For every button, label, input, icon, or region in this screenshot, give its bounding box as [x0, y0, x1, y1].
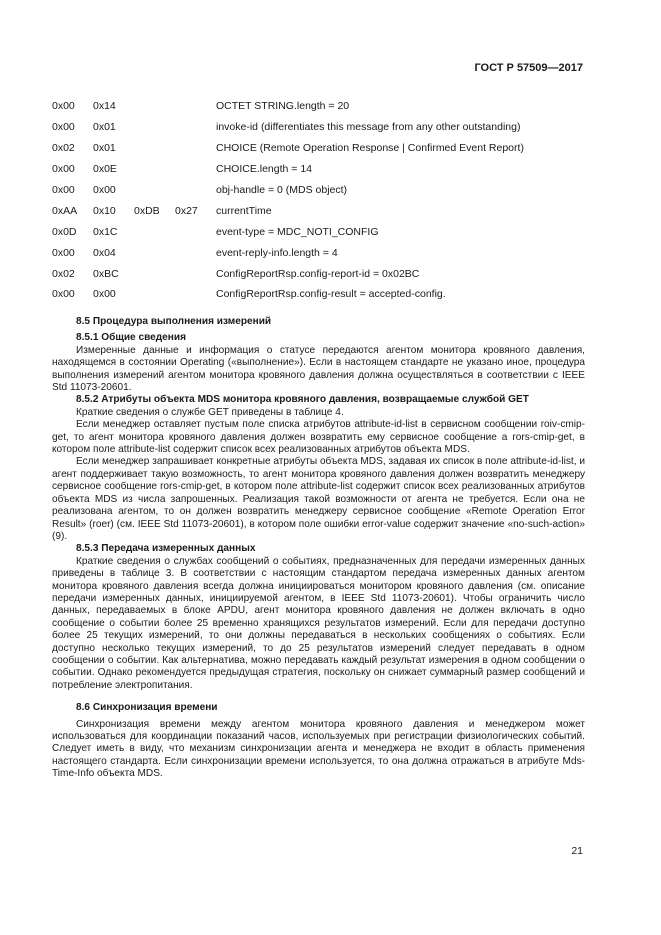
octet-cell — [175, 221, 216, 242]
code-table-row — [52, 284, 572, 305]
code-table-row — [52, 96, 572, 117]
field-description: ConfigReportRsp.config-result = accepted-config. — [216, 288, 446, 301]
octet-cell — [134, 242, 175, 263]
code-table-row — [52, 242, 572, 263]
code-table-row — [52, 117, 572, 138]
octet-cell: 0x00 — [52, 163, 75, 176]
octet-cell — [134, 159, 175, 180]
octet-cell: 0xAA — [52, 204, 78, 217]
section-8-6-paragraph: Синхронизация времени между агентом монитора кровяного давления и менеджером может использоваться для координации показаний часов, используемых при регистрации физиологических событий. Следует иметь в виду, что механизм синхронизации агента и менеджера не входит в область применения настоящего стандарта. Если синхронизации времени используется, то она должна отражаться в атрибуте Mds-Time-Info объекта MDS. — [52, 718, 585, 780]
octet-cell — [175, 284, 216, 305]
code-table-row — [52, 200, 572, 221]
octet-cell: 0x10 — [93, 204, 116, 217]
octet-cell — [134, 263, 175, 284]
octet-cell: 0x14 — [93, 100, 116, 113]
octet-cell: 0x00 — [52, 100, 75, 113]
field-description: CHOICE (Remote Operation Response | Confirmed Event Report) — [216, 142, 524, 155]
code-table-row — [52, 138, 572, 159]
section-8-5-1-heading: 8.5.1 Общие сведения — [76, 332, 186, 344]
section-8-5-2-paragraph-1: Краткие сведения о службе GET приведены в таблице 4. — [76, 406, 344, 418]
octet-cell — [175, 242, 216, 263]
octet-cell: 0x27 — [175, 204, 198, 217]
field-description: OCTET STRING.length = 20 — [216, 100, 350, 113]
octet-cell: 0x01 — [93, 142, 116, 155]
octet-cell — [134, 117, 175, 138]
octet-cell — [175, 159, 216, 180]
octet-cell: 0x00 — [52, 288, 75, 301]
field-description: ConfigReportRsp.config-report-id = 0x02BC — [216, 267, 420, 280]
octet-cell — [134, 180, 175, 201]
octet-cell: 0x0E — [93, 163, 117, 176]
octet-cell — [175, 96, 216, 117]
octet-cell — [134, 284, 175, 305]
section-8-5-2-heading: 8.5.2 Атрибуты объекта MDS монитора кровяного давления, возвращаемые службой GET — [76, 394, 529, 406]
octet-cell: 0x04 — [93, 246, 116, 259]
octet-cell — [134, 138, 175, 159]
octet-cell: 0x0D — [52, 225, 77, 238]
code-table-row — [52, 159, 572, 180]
field-description: CHOICE.length = 14 — [216, 163, 313, 176]
code-table-row — [52, 180, 572, 201]
octet-cell: 0xDB — [134, 204, 160, 217]
field-description: event-type = MDC_NOTI_CONFIG — [216, 225, 379, 238]
page-number: 21 — [571, 845, 583, 857]
octet-cell: 0x01 — [93, 121, 116, 134]
field-description: obj-handle = 0 (MDS object) — [216, 184, 348, 196]
octet-cell: 0x1C — [93, 225, 118, 238]
octet-cell: 0x00 — [52, 246, 75, 259]
field-description: event-reply-info.length = 4 — [216, 246, 338, 259]
octet-code-table — [52, 96, 572, 305]
octet-cell: 0x00 — [93, 288, 116, 301]
field-description: invoke-id (differentiates this message from any other outstanding) — [216, 121, 521, 134]
octet-cell: 0xBC — [93, 267, 119, 280]
section-8-5-2-paragraph-3: Если менеджер запрашивает конкретные атрибуты объекта MDS, задавая их список в поле attribute-id-list, и агент поддерживает такую возможность, то агент монитора кровяного давления должен возвратить менеджеру сервисное сообщение rors-cmip-get, в котором поле attribute-list содержит список всех реализованных атрибутов объекта MDS из числа запрошенных. Реализация такой возможности от агента не требуется. Если она не реализована агентом, то он должен возвратить менеджеру сервисное сообщение «Remote Operation Error Result» (roer) (см. IEEE Std 11073-20601), в котором поле ошибки error-value содержит значение «no-such-action» (9). — [52, 456, 585, 542]
octet-cell — [175, 117, 216, 138]
octet-cell: 0x00 — [52, 121, 75, 134]
field-description: currentTime — [216, 204, 272, 217]
section-8-5-3-paragraph: Краткие сведения о службах сообщений о событиях, предназначенных для передачи измеренных данных приведены в таблице 3. В соответствии с настоящим стандартом передача измеренных данных агентом монитора кровяного давления всегда должна инициироваться монитором кровяного давления (см. описание передачи измеренных данных, инициируемой агентом, в IEEE Std 11073-20601). Чтобы ограничить число данных, передаваемых в блоке APDU, агент монитора кровяного давления не должен включать в одно сообщение о событии более 25 временно хранящихся результатов измерений. Если для передачи доступно более 25 текущих измерений, то они должны передаваться в нескольких сообщениях о событиях. Если доступно несколько текущих измерений, то до 25 результатов измерений следует передавать в одном сообщении о событии. Как альтернатива, можно передавать каждый результат измерения в одном сообщении о событии. Однако рекомендуется предыдущая стратегия, поскольку он снижает суммарный размер сообщений и потребление электропитания. — [52, 555, 585, 691]
octet-cell: 0x00 — [52, 184, 75, 196]
section-8-5-2-paragraph-2: Если менеджер оставляет пустым поле списка атрибутов attribute-id-list в сервисном сообщении roiv-cmip-get, то агент монитора кровяного давления должен возвратить ему сервисное сообщение a rors-cmip-get, в котором поле attribute-list содержит список всех реализованных атрибутов объекта MDS. — [52, 419, 585, 456]
octet-cell — [134, 96, 175, 117]
octet-cell: 0x02 — [52, 267, 75, 280]
section-8-6-heading: 8.6 Синхронизация времени — [76, 702, 218, 714]
standard-number: ГОСТ Р 57509—2017 — [474, 62, 583, 74]
code-table-row — [52, 221, 572, 242]
document-body — [52, 316, 585, 781]
section-8-5-1-paragraph: Измеренные данные и информация о статусе передаются агентом монитора кровяного давления, находящемся в состоянии Operating («выполнение»). Если в настоящем стандарте не указано иное, процедура выполнения измерений агентом монитора кровяного давления должна осуществляться в соответствии с IEEE Std 11073-20601. — [52, 344, 585, 394]
octet-cell — [175, 180, 216, 201]
section-8-5-3-heading: 8.5.3 Передача измеренных данных — [76, 543, 256, 555]
octet-cell — [134, 221, 175, 242]
octet-cell — [175, 263, 216, 284]
octet-cell: 0x00 — [93, 184, 116, 196]
octet-cell — [175, 138, 216, 159]
octet-cell: 0x02 — [52, 142, 75, 155]
section-8-5-heading: 8.5 Процедура выполнения измерений — [76, 316, 272, 327]
code-table-row — [52, 263, 572, 284]
